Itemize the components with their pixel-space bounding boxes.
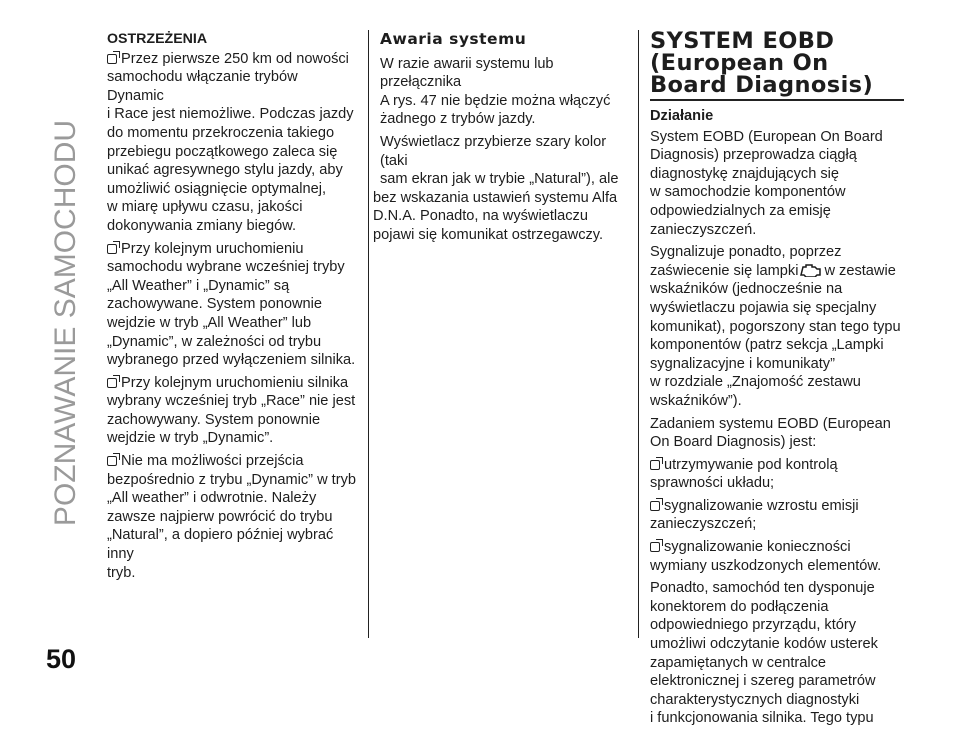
side-chapter-title: POZNAWANIE SAMOCHODU [49, 119, 83, 527]
paragraph: Wyświetlacz przybierze szary kolor (taki sam ekran jak w trybie „Natural”), ale bez wskazania ustawień systemu Alfa D.N.A. Ponadto, na wyświetlaczu pojawi się komunikat ostrzegawczy. [373, 133, 619, 243]
paragraph: System EOBD (European On Board Diagnosis) przeprowadza ciągłą diagnostykę znajdujących się w samochodzie komponentów odpowiedzialnych za emisję zanieczyszczeń. [650, 128, 883, 238]
bullet-square-icon [107, 456, 117, 466]
column-divider [638, 30, 639, 638]
list-item: utrzymywanie pod kontrolą sprawności układu; [650, 456, 838, 492]
bullet-square-icon [107, 378, 117, 388]
bullet-square-icon [107, 54, 117, 64]
column-eobd [650, 30, 904, 732]
bullet-square-icon [650, 542, 660, 552]
warnings-heading: OSTRZEŻENIA [107, 31, 208, 47]
system-failure-heading: Awaria systemu [380, 30, 527, 48]
eobd-section-title: SYSTEM EOBD (European On Board Diagnosis) [650, 30, 904, 101]
list-item: sygnalizowanie wzrostu emisji zanieczyszczeń; [650, 497, 859, 533]
column-divider [368, 30, 369, 638]
paragraph: Zadaniem systemu EOBD (European On Board Diagnosis) jest: [650, 415, 891, 451]
column-warnings [107, 30, 357, 586]
paragraph: Ponadto, samochód ten dysponuje konektorem do podłączenia odpowiedniego przyrządu, który umożliwi odczytanie kodów usterek zapamiętanych w centralce elektronicznej i szereg parametrów charakterystycznych diagnostyki i funkcjonowania silnika. Tego typu [650, 580, 878, 727]
engine-warning-icon [800, 263, 822, 277]
paragraph: W razie awarii systemu lub przełącznika A rys. 47 nie będzie można włączyć żadnego z trybów jazdy. [380, 55, 611, 128]
paragraph: Sygnalizuje ponadto, poprzez zaświecenie się lampki w zestawie wskaźników (jednocześnie na wyświetlaczu pojawia się specjalny komunikat), pogorszony stan tego typu komponentów (patrz sekcja „Lampki sygnalizacyjne i komunikaty” w rozdziale „Znajomość zestawu wskaźników”). [650, 244, 901, 409]
bullet-square-icon [650, 501, 660, 511]
list-item: sygnalizowanie konieczności wymiany uszkodzonych elementów. [650, 539, 882, 574]
page-number: 50 [46, 644, 77, 674]
warning-item: Przy kolejnym uruchomieniu silnika wybrany wcześniej tryb „Race” nie jest zachowywany. System ponownie wejdzie w tryb „Dynamic”. [107, 374, 356, 447]
column-system-failure [373, 30, 628, 249]
operation-subheading: Działanie [650, 108, 714, 124]
warning-item: Nie ma możliwości przejścia bezpośrednio z trybu „Dynamic” w tryb „All weather” i odwrotnie. Należy zawsze najpierw powrócić do trybu „Natural”, a dopiero później wybrać inny tryb. [107, 453, 356, 581]
warning-item: Przez pierwsze 250 km od nowości samochodu włączanie trybów Dynamic i Race jest niemożliwe. Podczas jazdy do momentu przekroczenia takiego przebiegu początkowego zaleca się unikać agresywnego stylu jazdy, aby umożliwić osiągnięcie optymalnej, w miarę upływu czasu, jakości dokonywania zmiany biegów. [107, 50, 354, 234]
warning-item: Przy kolejnym uruchomieniu samochodu wybrane wcześniej tryby „All Weather” i „Dynamic” są zachowywane. System ponownie wejdzie w tryb „All Weather” lub „Dynamic”, w zależności od trybu wybranego przed wyłączeniem silnika. [107, 240, 356, 369]
bullet-square-icon [650, 460, 660, 470]
bullet-square-icon [107, 244, 117, 254]
